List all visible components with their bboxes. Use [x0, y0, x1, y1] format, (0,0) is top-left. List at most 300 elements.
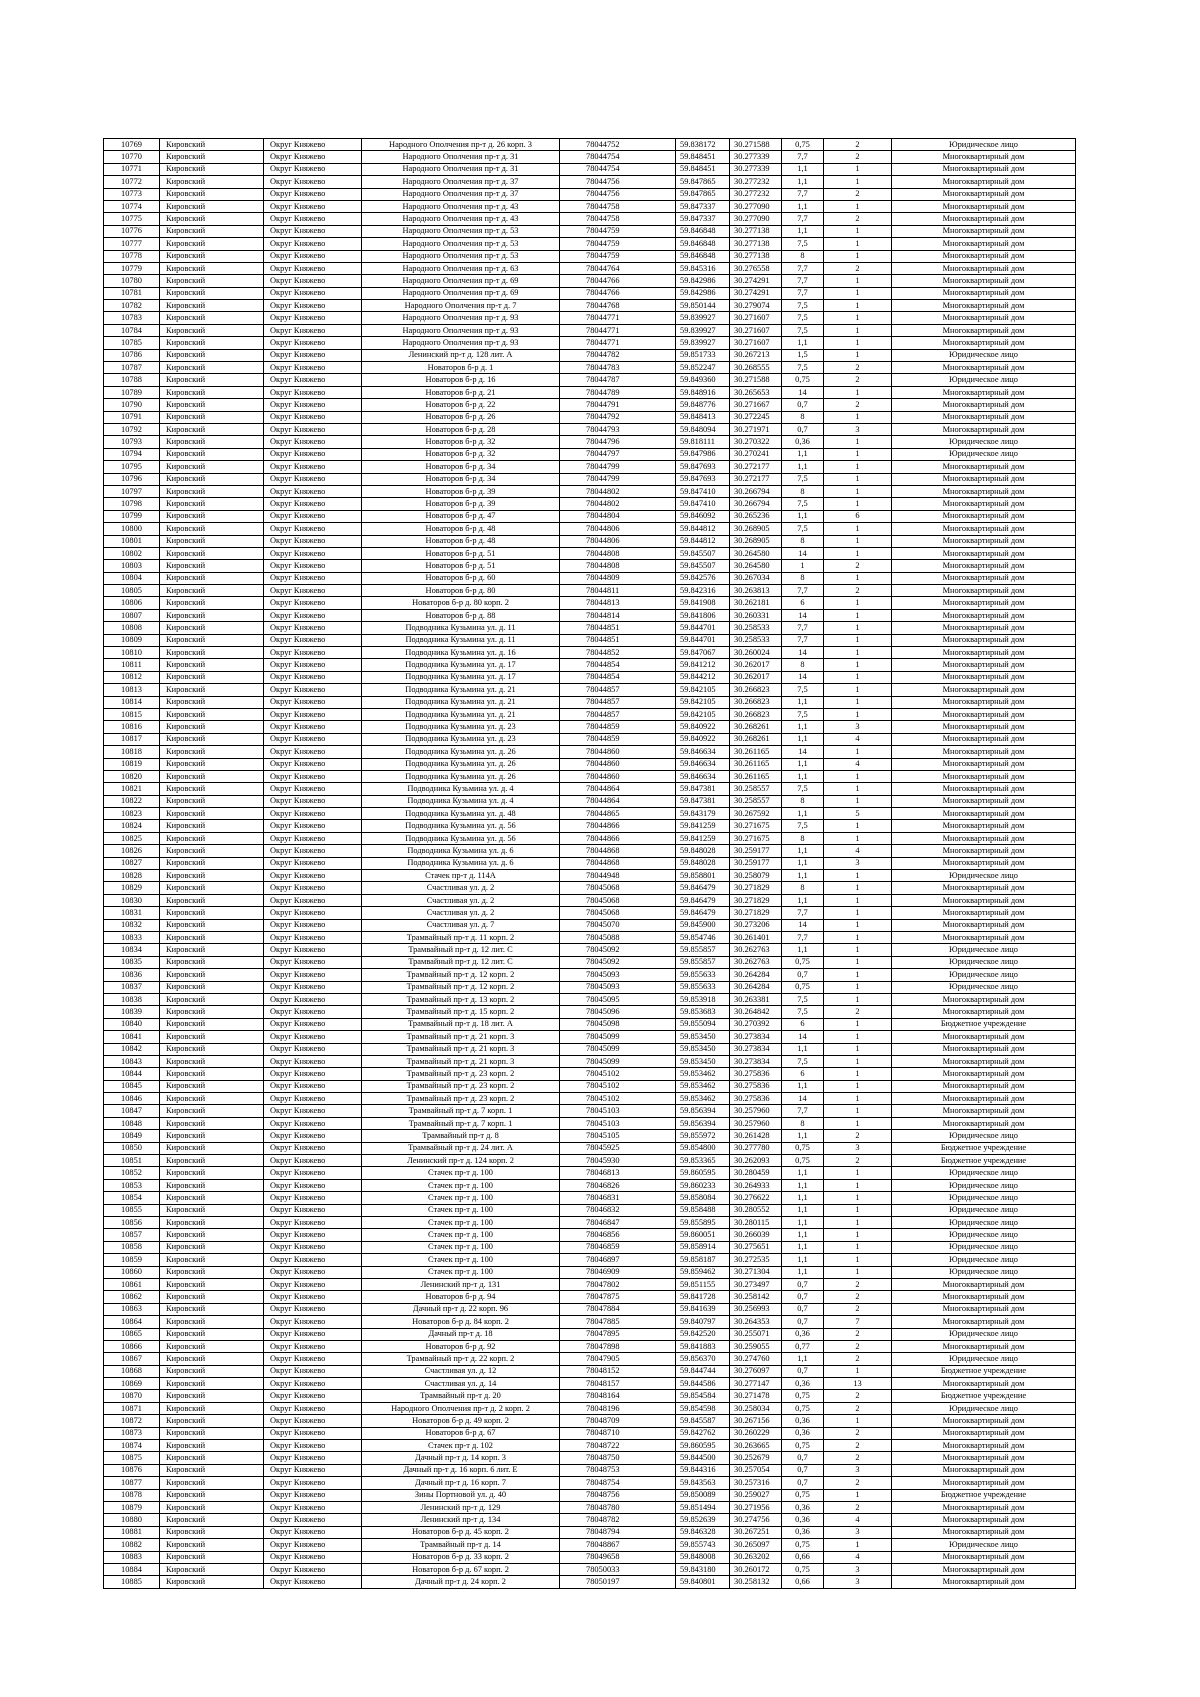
address-cell: Народного Ополчения пр-т д. 7 [362, 300, 560, 312]
okrug-cell: Округ Княжево [264, 944, 362, 956]
longitude-cell: 30.276558 [730, 262, 782, 274]
count-cell: 1 [824, 1117, 892, 1129]
count-cell: 1 [824, 448, 892, 460]
code-cell: 78045930 [560, 1155, 676, 1167]
count-cell: 1 [824, 436, 892, 448]
value-cell: 1,1 [782, 1241, 824, 1253]
type-cell: Многоквартирный дом [892, 783, 1076, 795]
district-cell: Кировский [160, 684, 264, 696]
okrug-cell: Округ Княжево [264, 324, 362, 336]
longitude-cell: 30.258533 [730, 634, 782, 646]
longitude-cell: 30.258034 [730, 1402, 782, 1414]
table-row [104, 1018, 1076, 1030]
count-cell: 2 [824, 139, 892, 151]
type-cell: Юридическое лицо [892, 374, 1076, 386]
table-row [104, 1539, 1076, 1551]
address-cell: Новаторов б-р д. 34 [362, 461, 560, 473]
row-id-cell: 10861 [104, 1278, 160, 1290]
row-id-cell: 10841 [104, 1031, 160, 1043]
value-cell: 0,36 [782, 1328, 824, 1340]
okrug-cell: Округ Княжево [264, 1018, 362, 1030]
table-row [104, 956, 1076, 968]
address-cell: Стачек пр-т д. 100 [362, 1216, 560, 1228]
row-id-cell: 10858 [104, 1241, 160, 1253]
code-cell: 78044793 [560, 423, 676, 435]
table-row [104, 1179, 1076, 1191]
latitude-cell: 59.842986 [676, 275, 730, 287]
type-cell: Многоквартирный дом [892, 188, 1076, 200]
okrug-cell: Округ Княжево [264, 1043, 362, 1055]
row-id-cell: 10882 [104, 1539, 160, 1551]
type-cell: Многоквартирный дом [892, 1514, 1076, 1526]
row-id-cell: 10848 [104, 1117, 160, 1129]
value-cell: 7,5 [782, 473, 824, 485]
table-row [104, 1316, 1076, 1328]
district-cell: Кировский [160, 932, 264, 944]
address-cell: Трамвайный пр-т д. 21 корп. 3 [362, 1031, 560, 1043]
district-cell: Кировский [160, 1192, 264, 1204]
type-cell: Многоквартирный дом [892, 1055, 1076, 1067]
longitude-cell: 30.261165 [730, 746, 782, 758]
address-cell: Подводника Кузьмина ул. д. 11 [362, 634, 560, 646]
address-cell: Новаторов б-р д. 67 [362, 1427, 560, 1439]
longitude-cell: 30.258557 [730, 783, 782, 795]
address-cell: Подводника Кузьмина ул. д. 21 [362, 708, 560, 720]
longitude-cell: 30.260229 [730, 1427, 782, 1439]
district-cell: Кировский [160, 1229, 264, 1241]
address-cell: Народного Ополчения пр-т д. 53 [362, 250, 560, 262]
okrug-cell: Округ Княжево [264, 238, 362, 250]
type-cell: Многоквартирный дом [892, 312, 1076, 324]
code-cell: 78046897 [560, 1254, 676, 1266]
value-cell: 7,5 [782, 1006, 824, 1018]
longitude-cell: 30.252679 [730, 1452, 782, 1464]
latitude-cell: 59.844744 [676, 1365, 730, 1377]
address-cell: Дачный пр-т д. 22 корп. 96 [362, 1303, 560, 1315]
type-cell: Юридическое лицо [892, 1179, 1076, 1191]
type-cell: Многоквартирный дом [892, 585, 1076, 597]
address-cell: Новаторов б-р д. 48 [362, 535, 560, 547]
okrug-cell: Округ Княжево [264, 250, 362, 262]
address-cell: Новаторов б-р д. 34 [362, 473, 560, 485]
type-cell: Многоквартирный дом [892, 498, 1076, 510]
code-cell: 78044859 [560, 721, 676, 733]
address-cell: Ленинский пр-т д. 129 [362, 1501, 560, 1513]
code-cell: 78044758 [560, 213, 676, 225]
value-cell: 1,1 [782, 733, 824, 745]
count-cell: 4 [824, 845, 892, 857]
latitude-cell: 59.856394 [676, 1117, 730, 1129]
okrug-cell: Округ Княжево [264, 1192, 362, 1204]
type-cell: Многоквартирный дом [892, 808, 1076, 820]
okrug-cell: Округ Княжево [264, 1378, 362, 1390]
okrug-cell: Округ Княжево [264, 1390, 362, 1402]
code-cell: 78048782 [560, 1514, 676, 1526]
district-cell: Кировский [160, 510, 264, 522]
okrug-cell: Округ Княжево [264, 436, 362, 448]
okrug-cell: Округ Княжево [264, 696, 362, 708]
code-cell: 78045088 [560, 932, 676, 944]
code-cell: 78048196 [560, 1402, 676, 1414]
longitude-cell: 30.271478 [730, 1390, 782, 1402]
latitude-cell: 59.858914 [676, 1241, 730, 1253]
count-cell: 2 [824, 1402, 892, 1414]
table-row [104, 473, 1076, 485]
row-id-cell: 10884 [104, 1563, 160, 1575]
district-cell: Кировский [160, 832, 264, 844]
okrug-cell: Округ Княжево [264, 287, 362, 299]
district-cell: Кировский [160, 609, 264, 621]
table-row [104, 1155, 1076, 1167]
district-cell: Кировский [160, 324, 264, 336]
code-cell: 78044802 [560, 485, 676, 497]
row-id-cell: 10878 [104, 1489, 160, 1501]
type-cell: Многоквартирный дом [892, 275, 1076, 287]
row-id-cell: 10821 [104, 783, 160, 795]
table-row [104, 647, 1076, 659]
latitude-cell: 59.846848 [676, 238, 730, 250]
latitude-cell: 59.851155 [676, 1278, 730, 1290]
latitude-cell: 59.842105 [676, 696, 730, 708]
address-cell: Зины Портновой ул. д. 40 [362, 1489, 560, 1501]
value-cell: 8 [782, 1117, 824, 1129]
value-cell: 8 [782, 832, 824, 844]
district-cell: Кировский [160, 1254, 264, 1266]
count-cell: 1 [824, 659, 892, 671]
table-row [104, 1006, 1076, 1018]
latitude-cell: 59.858801 [676, 870, 730, 882]
value-cell: 0,36 [782, 1526, 824, 1538]
district-cell: Кировский [160, 1291, 264, 1303]
count-cell: 1 [824, 696, 892, 708]
address-cell: Народного Ополчения пр-т д. 37 [362, 176, 560, 188]
value-cell: 7,5 [782, 300, 824, 312]
count-cell: 1 [824, 1093, 892, 1105]
latitude-cell: 59.855857 [676, 944, 730, 956]
longitude-cell: 30.261165 [730, 770, 782, 782]
code-cell: 78045102 [560, 1068, 676, 1080]
address-cell: Народного Ополчения пр-т д. 93 [362, 324, 560, 336]
code-cell: 78044868 [560, 857, 676, 869]
longitude-cell: 30.277090 [730, 213, 782, 225]
code-cell: 78045925 [560, 1142, 676, 1154]
count-cell: 1 [824, 671, 892, 683]
longitude-cell: 30.274291 [730, 287, 782, 299]
longitude-cell: 30.258079 [730, 870, 782, 882]
table-row [104, 1526, 1076, 1538]
count-cell: 1 [824, 287, 892, 299]
latitude-cell: 59.848413 [676, 411, 730, 423]
type-cell: Юридическое лицо [892, 1402, 1076, 1414]
address-cell: Ленинский пр-т д. 124 корп. 2 [362, 1155, 560, 1167]
row-id-cell: 10791 [104, 411, 160, 423]
type-cell: Многоквартирный дом [892, 176, 1076, 188]
okrug-cell: Округ Княжево [264, 585, 362, 597]
row-id-cell: 10774 [104, 200, 160, 212]
type-cell: Бюджетное учреждение [892, 1365, 1076, 1377]
latitude-cell: 59.841212 [676, 659, 730, 671]
count-cell: 1 [824, 324, 892, 336]
type-cell: Многоквартирный дом [892, 733, 1076, 745]
district-cell: Кировский [160, 1440, 264, 1452]
district-cell: Кировский [160, 1006, 264, 1018]
type-cell: Многоквартирный дом [892, 832, 1076, 844]
latitude-cell: 59.855972 [676, 1130, 730, 1142]
value-cell: 14 [782, 609, 824, 621]
code-cell: 78044808 [560, 547, 676, 559]
value-cell: 8 [782, 572, 824, 584]
code-cell: 78044799 [560, 473, 676, 485]
value-cell: 0,75 [782, 956, 824, 968]
code-cell: 78046856 [560, 1229, 676, 1241]
okrug-cell: Округ Княжево [264, 1241, 362, 1253]
district-cell: Кировский [160, 857, 264, 869]
longitude-cell: 30.271971 [730, 423, 782, 435]
district-cell: Кировский [160, 287, 264, 299]
count-cell: 2 [824, 1452, 892, 1464]
address-cell: Народного Ополчения пр-т д. 31 [362, 163, 560, 175]
count-cell: 1 [824, 634, 892, 646]
count-cell: 1 [824, 1415, 892, 1427]
row-id-cell: 10792 [104, 423, 160, 435]
code-cell: 78044868 [560, 845, 676, 857]
count-cell: 1 [824, 981, 892, 993]
longitude-cell: 30.258142 [730, 1291, 782, 1303]
count-cell: 1 [824, 225, 892, 237]
count-cell: 1 [824, 1254, 892, 1266]
district-cell: Кировский [160, 1068, 264, 1080]
longitude-cell: 30.274291 [730, 275, 782, 287]
table-row [104, 312, 1076, 324]
type-cell: Многоквартирный дом [892, 535, 1076, 547]
latitude-cell: 59.853462 [676, 1093, 730, 1105]
district-cell: Кировский [160, 1018, 264, 1030]
code-cell: 78044752 [560, 139, 676, 151]
okrug-cell: Округ Княжево [264, 1179, 362, 1191]
longitude-cell: 30.264284 [730, 969, 782, 981]
row-id-cell: 10822 [104, 795, 160, 807]
row-id-cell: 10854 [104, 1192, 160, 1204]
latitude-cell: 59.846479 [676, 894, 730, 906]
okrug-cell: Округ Княжево [264, 1155, 362, 1167]
address-cell: Подводника Кузьмина ул. д. 56 [362, 820, 560, 832]
code-cell: 78048710 [560, 1427, 676, 1439]
table-row [104, 386, 1076, 398]
table-row [104, 733, 1076, 745]
row-id-cell: 10840 [104, 1018, 160, 1030]
okrug-cell: Округ Княжево [264, 956, 362, 968]
row-id-cell: 10770 [104, 151, 160, 163]
latitude-cell: 59.851733 [676, 349, 730, 361]
address-cell: Новаторов б-р д. 67 корп. 2 [362, 1563, 560, 1575]
district-cell: Кировский [160, 1365, 264, 1377]
type-cell: Юридическое лицо [892, 436, 1076, 448]
row-id-cell: 10812 [104, 671, 160, 683]
table-row [104, 597, 1076, 609]
okrug-cell: Округ Княжево [264, 1526, 362, 1538]
type-cell: Многоквартирный дом [892, 919, 1076, 931]
latitude-cell: 59.844701 [676, 622, 730, 634]
row-id-cell: 10819 [104, 758, 160, 770]
address-cell: Подводника Кузьмина ул. д. 17 [362, 659, 560, 671]
code-cell: 78045103 [560, 1117, 676, 1129]
code-cell: 78044782 [560, 349, 676, 361]
code-cell: 78047802 [560, 1278, 676, 1290]
table-row [104, 1192, 1076, 1204]
district-cell: Кировский [160, 300, 264, 312]
value-cell: 1,1 [782, 857, 824, 869]
row-id-cell: 10793 [104, 436, 160, 448]
row-id-cell: 10855 [104, 1204, 160, 1216]
latitude-cell: 59.844586 [676, 1378, 730, 1390]
value-cell: 7,5 [782, 498, 824, 510]
district-cell: Кировский [160, 845, 264, 857]
type-cell: Многоквартирный дом [892, 1427, 1076, 1439]
code-cell: 78048780 [560, 1501, 676, 1513]
longitude-cell: 30.272177 [730, 461, 782, 473]
type-cell: Многоквартирный дом [892, 684, 1076, 696]
address-cell: Ленинский пр-т д. 128 лит. А [362, 349, 560, 361]
table-row [104, 1452, 1076, 1464]
code-cell: 78048157 [560, 1378, 676, 1390]
district-cell: Кировский [160, 386, 264, 398]
value-cell: 0,36 [782, 1415, 824, 1427]
code-cell: 78044783 [560, 362, 676, 374]
district-cell: Кировский [160, 1266, 264, 1278]
count-cell: 1 [824, 907, 892, 919]
okrug-cell: Округ Княжево [264, 770, 362, 782]
type-cell: Многоквартирный дом [892, 572, 1076, 584]
table-row [104, 1130, 1076, 1142]
value-cell: 0,75 [782, 1563, 824, 1575]
value-cell: 1,1 [782, 808, 824, 820]
longitude-cell: 30.263665 [730, 1440, 782, 1452]
table-row [104, 163, 1076, 175]
value-cell: 1,1 [782, 758, 824, 770]
count-cell: 1 [824, 163, 892, 175]
latitude-cell: 59.818111 [676, 436, 730, 448]
count-cell: 1 [824, 275, 892, 287]
longitude-cell: 30.270392 [730, 1018, 782, 1030]
district-cell: Кировский [160, 1303, 264, 1315]
row-id-cell: 10870 [104, 1390, 160, 1402]
type-cell: Многоквартирный дом [892, 1415, 1076, 1427]
district-cell: Кировский [160, 1576, 264, 1588]
value-cell: 0,36 [782, 436, 824, 448]
okrug-cell: Округ Княжево [264, 349, 362, 361]
longitude-cell: 30.265097 [730, 1539, 782, 1551]
table-row [104, 362, 1076, 374]
latitude-cell: 59.854746 [676, 932, 730, 944]
count-cell: 4 [824, 733, 892, 745]
code-cell: 78044759 [560, 238, 676, 250]
type-cell: Многоквартирный дом [892, 1093, 1076, 1105]
row-id-cell: 10880 [104, 1514, 160, 1526]
longitude-cell: 30.272245 [730, 411, 782, 423]
okrug-cell: Округ Княжево [264, 919, 362, 931]
value-cell: 7,5 [782, 993, 824, 1005]
value-cell: 7,7 [782, 622, 824, 634]
address-cell: Счастливая ул. д. 14 [362, 1378, 560, 1390]
count-cell: 1 [824, 535, 892, 547]
row-id-cell: 10808 [104, 622, 160, 634]
longitude-cell: 30.259027 [730, 1489, 782, 1501]
latitude-cell: 59.839927 [676, 324, 730, 336]
type-cell: Многоквартирный дом [892, 770, 1076, 782]
count-cell: 1 [824, 300, 892, 312]
district-cell: Кировский [160, 1204, 264, 1216]
type-cell: Многоквартирный дом [892, 1105, 1076, 1117]
value-cell: 0,7 [782, 1452, 824, 1464]
count-cell: 1 [824, 746, 892, 758]
longitude-cell: 30.277339 [730, 151, 782, 163]
okrug-cell: Округ Княжево [264, 1514, 362, 1526]
okrug-cell: Округ Княжево [264, 1353, 362, 1365]
okrug-cell: Округ Княжево [264, 1365, 362, 1377]
table-row [104, 399, 1076, 411]
code-cell: 78045099 [560, 1055, 676, 1067]
okrug-cell: Округ Княжево [264, 993, 362, 1005]
type-cell: Многоквартирный дом [892, 1080, 1076, 1092]
table-row [104, 1501, 1076, 1513]
district-cell: Кировский [160, 696, 264, 708]
row-id-cell: 10879 [104, 1501, 160, 1513]
type-cell: Юридическое лицо [892, 969, 1076, 981]
code-cell: 78044948 [560, 870, 676, 882]
count-cell: 2 [824, 1328, 892, 1340]
table-row [104, 609, 1076, 621]
district-cell: Кировский [160, 659, 264, 671]
district-cell: Кировский [160, 1402, 264, 1414]
count-cell: 1 [824, 200, 892, 212]
district-cell: Кировский [160, 1539, 264, 1551]
address-cell: Новаторов б-р д. 47 [362, 510, 560, 522]
address-cell: Подводника Кузьмина ул. д. 56 [362, 832, 560, 844]
count-cell: 3 [824, 1526, 892, 1538]
table-row [104, 238, 1076, 250]
row-id-cell: 10796 [104, 473, 160, 485]
longitude-cell: 30.259177 [730, 857, 782, 869]
district-cell: Кировский [160, 275, 264, 287]
okrug-cell: Округ Княжево [264, 1303, 362, 1315]
address-cell: Трамвайный пр-т д. 12 лит. С [362, 944, 560, 956]
longitude-cell: 30.273834 [730, 1055, 782, 1067]
row-id-cell: 10846 [104, 1093, 160, 1105]
row-id-cell: 10771 [104, 163, 160, 175]
value-cell: 6 [782, 1018, 824, 1030]
count-cell: 2 [824, 1291, 892, 1303]
latitude-cell: 59.847865 [676, 176, 730, 188]
okrug-cell: Округ Княжево [264, 1167, 362, 1179]
longitude-cell: 30.277339 [730, 163, 782, 175]
value-cell: 6 [782, 1068, 824, 1080]
type-cell: Юридическое лицо [892, 981, 1076, 993]
longitude-cell: 30.258132 [730, 1576, 782, 1588]
latitude-cell: 59.845900 [676, 919, 730, 931]
type-cell: Многоквартирный дом [892, 1068, 1076, 1080]
latitude-cell: 59.855895 [676, 1216, 730, 1228]
table-row [104, 188, 1076, 200]
address-cell: Дачный пр-т д. 24 корп. 2 [362, 1576, 560, 1588]
count-cell: 2 [824, 151, 892, 163]
address-cell: Новаторов б-р д. 51 [362, 560, 560, 572]
code-cell: 78044857 [560, 684, 676, 696]
value-cell: 1,1 [782, 1216, 824, 1228]
latitude-cell: 59.838172 [676, 139, 730, 151]
longitude-cell: 30.259177 [730, 845, 782, 857]
value-cell: 7,7 [782, 213, 824, 225]
okrug-cell: Округ Княжево [264, 1563, 362, 1575]
